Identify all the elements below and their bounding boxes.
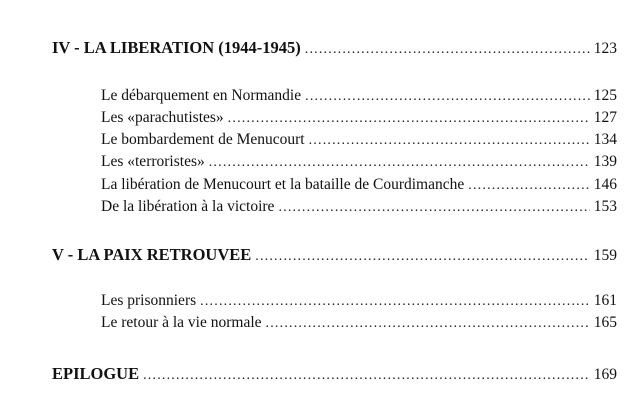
toc-section-title: V - LA PAIX RETROUVEE [52,245,252,264]
toc-page-number: 161 [593,292,617,309]
toc-entry-title: Le retour à la vie normale [101,314,262,331]
toc-entry [101,292,617,310]
toc-section-liberation [52,38,617,58]
toc-page-number: 146 [593,176,617,193]
toc-entry [101,87,617,105]
toc-entry-title: Les «parachutistes» [101,109,224,126]
toc-page-number: 139 [593,153,617,170]
dot-leader [266,317,590,331]
toc-section-title: EPILOGUE [52,364,140,383]
toc-entry [101,314,617,332]
toc-page-number: 127 [593,109,617,126]
toc-page-number: 134 [593,131,617,148]
dot-leader [305,43,590,57]
toc-section-title: IV - LA LIBERATION (1944-1945) [52,38,301,57]
dot-leader [278,201,589,215]
toc-page-number: 125 [593,87,617,104]
dot-leader [309,134,590,148]
toc-entry-title: Le bombardement de Menucourt [101,131,305,148]
toc-entry [101,131,617,149]
toc-page-number: 165 [593,314,617,331]
toc-entry-title: Les prisonniers [101,292,197,309]
dot-leader [209,156,590,170]
toc-entry [101,198,617,216]
toc-page-number: 153 [593,198,617,215]
toc-entry [101,153,617,171]
toc-entry-title: De la libération à la victoire [101,198,275,215]
toc-entry [101,176,617,194]
dot-leader [228,112,590,126]
toc-page-number: 123 [593,40,617,57]
toc-entry-title: La libération de Menucourt et la bataille de Courdimanche [101,176,465,193]
toc-entry-title: Le débarquement en Normandie [101,87,302,104]
toc-entry [101,109,617,127]
toc-page-number: 169 [593,366,617,383]
toc-section-epilogue [52,364,617,384]
dot-leader [255,250,590,264]
dot-leader [468,179,589,193]
dot-leader [305,90,590,104]
dot-leader [200,295,590,309]
toc-section-paix-retrouvee [52,245,617,265]
toc-page-number: 159 [593,247,617,264]
dot-leader [143,369,590,383]
toc-entry-title: Les «terroristes» [101,153,205,170]
